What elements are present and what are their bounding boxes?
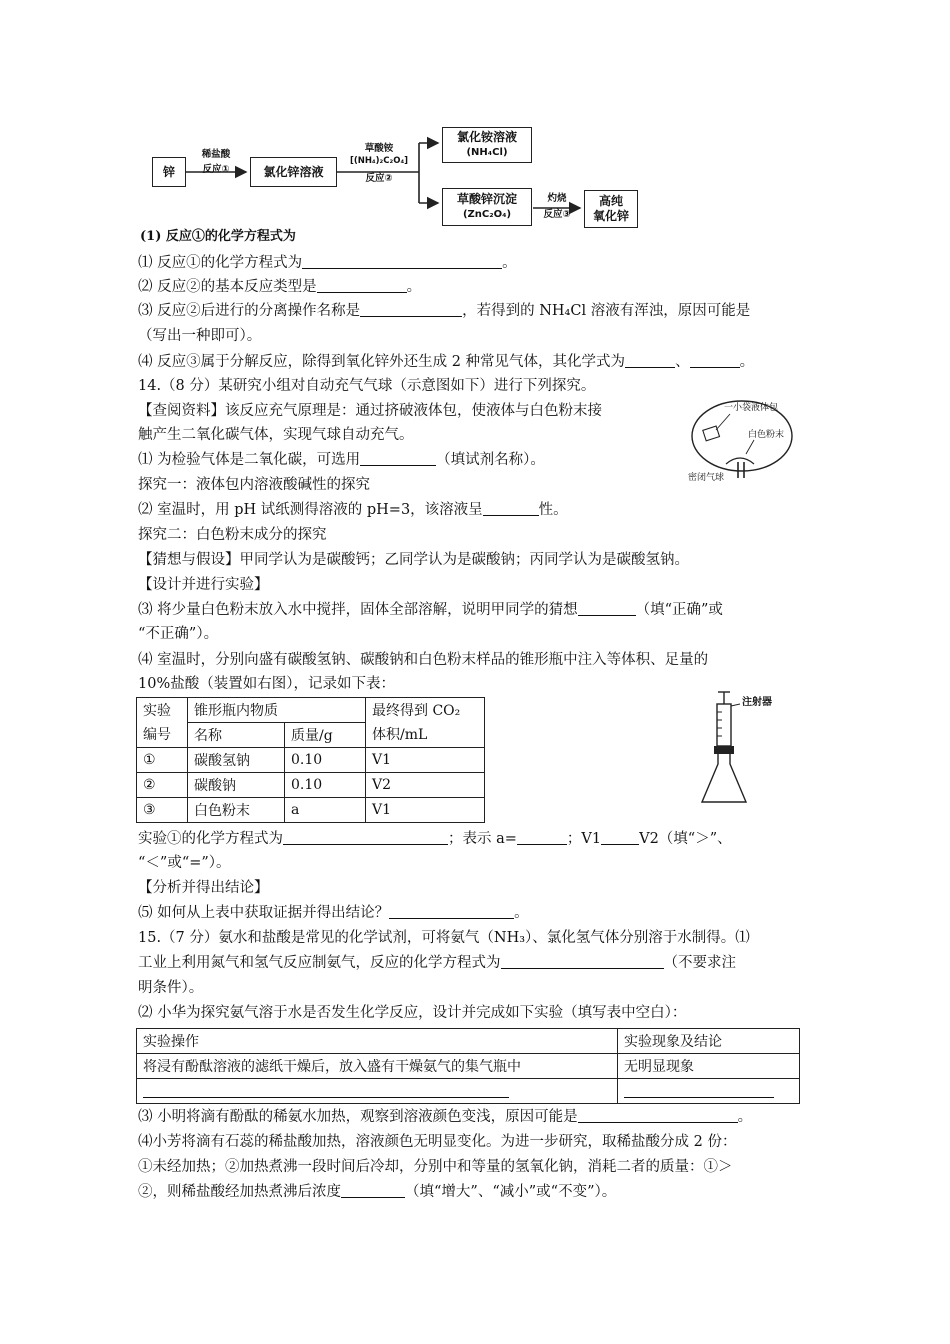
q14-p1: ⑴ 为检验气体是二氧化碳，可选用 （填试剂名称）。 [138, 452, 545, 468]
q13-line4: ⑷ 反应③属于分解反应，除得到氧化锌外还生成 2 种常见气体，其化学式为 、 。 [138, 354, 755, 370]
zno-box: 高纯 氧化锌 [584, 190, 638, 228]
q15-line5: ⑶ 小明将滴有酚酞的稀氨水加热，观察到溶液颜色变浅，原因可能是 。 [138, 1109, 753, 1125]
q14-title: 14.（8 分）某研究小组对自动充气气球（示意图如下）进行下列探究。 [138, 378, 596, 394]
nh4cl-box: 氯化铵溶液 (NH₄Cl) [442, 127, 532, 163]
answer-blank[interactable] [517, 829, 567, 845]
q14-explore1: 探究一：液体包内溶液酸碱性的探究 [138, 477, 370, 493]
q15-line7: ①未经加热；②加热煮沸一段时间后冷却，分别中和等量的氢氧化钠，消耗二者的质量：①＞ [138, 1159, 733, 1175]
answer-cell[interactable] [137, 1079, 618, 1104]
q13-line1: ⑴ 反应①的化学方程式为 。 [138, 255, 517, 271]
answer-blank[interactable] [317, 277, 407, 293]
balloon-powder-label: 白色粉末 [748, 430, 785, 440]
q15-line2: 工业上利用氮气和氢气反应制氨气，反应的化学方程式为 （不要求注 [138, 955, 736, 971]
q13-line3: ⑶ 反应②后进行的分离操作名称是 ，若得到的 NH₄Cl 溶液有浑浊，原因可能是 [138, 303, 751, 319]
table-row [137, 1079, 800, 1104]
header-volume: 最终得到 CO₂ 体积/mL [366, 698, 485, 748]
answer-blank[interactable] [578, 1107, 738, 1123]
q14-equation-b: “＜”或“=”）。 [138, 855, 231, 871]
answer-blank[interactable] [501, 953, 664, 969]
header-substance: 锥形瓶内物质 [188, 698, 366, 723]
q15-line4: ⑵ 小华为探究氨气溶于水是否发生化学反应，设计并完成如下实验（填写表中空白）： [138, 1005, 687, 1021]
zinc-label: 锌 [162, 164, 175, 179]
q14-analysis: 【分析并得出结论】 [138, 880, 269, 896]
answer-blank[interactable] [578, 600, 636, 616]
syringe-label: 注射器 [742, 697, 772, 708]
q14-equation: 实验①的化学方程式为 ；表示 a= ；V1 V2（填“＞”、 [138, 831, 732, 847]
answer-blank[interactable] [302, 253, 502, 269]
q14-p4b: 10%盐酸（装置如右图），记录如下表： [138, 676, 395, 692]
q14-info2: 触产生二氧化碳气体，实现气球自动充气。 [138, 427, 414, 443]
zncl2-label: 氯化锌溶液 [263, 164, 324, 179]
header-exp: 实验 编号 [137, 698, 188, 748]
zinc-box [152, 157, 186, 187]
q14-p4: ⑷ 室温时，分别向盛有碳酸氢钠、碳酸钠和白色粉末样品的锥形瓶中注入等体积、足量的 [138, 652, 709, 668]
answer-blank[interactable] [483, 500, 539, 516]
q13-line2: ⑵ 反应②的基本反应类型是 。 [138, 279, 422, 295]
acid-label: 稀盐酸 反应① [201, 149, 231, 175]
q15-line3: 明条件）。 [138, 980, 204, 996]
answer-blank[interactable] [360, 301, 462, 317]
table-row [137, 698, 485, 723]
answer-blank[interactable] [624, 1082, 774, 1098]
answer-blank[interactable] [360, 450, 436, 466]
table-row: ③ 白色粉末 a V1 [137, 798, 485, 823]
answer-blank[interactable] [341, 1182, 405, 1198]
q14-p3c: “不正确”）。 [138, 626, 219, 642]
header-name: 名称 [188, 723, 285, 748]
znc2o4-box: 草酸锌沉淀 (ZnC₂O₄) [442, 188, 532, 226]
table-row: ① 碳酸氢钠 0.10 V1 [137, 748, 485, 773]
answer-blank[interactable] [283, 829, 448, 845]
table-row [137, 1029, 800, 1054]
q14-info1: 【查阅资料】该反应充气原理是：通过挤破液体包，使液体与白色粉末接 [138, 403, 602, 419]
co2-table [136, 697, 485, 823]
burn-label: 灼烧 反应③ [543, 193, 571, 220]
zncl2-box [250, 157, 337, 187]
answer-blank[interactable] [690, 352, 740, 368]
answer-blank[interactable] [625, 352, 675, 368]
q14-explore2: 探究二：白色粉末成分的探究 [138, 527, 327, 543]
q14-design: 【设计并进行实验】 [138, 577, 269, 593]
header-operation: 实验操作 [137, 1029, 618, 1054]
q15-line1: 15.（7 分）氨水和盐酸是常见的化学试剂，可将氨气（NH₃）、氯化氢气体分别溶于水制得。⑴ [138, 930, 750, 946]
answer-blank[interactable] [143, 1082, 509, 1098]
header-result: 实验现象及结论 [618, 1029, 800, 1054]
q14-p2: ⑵ 室温时，用 pH 试纸测得溶液的 pH=3，该溶液呈 性。 [138, 502, 568, 518]
answer-blank[interactable] [601, 829, 639, 845]
q15-line6: ⑷小芳将滴有石蕊的稀盐酸加热，溶液颜色无明显变化。为进一步研究，取稀盐酸分成 2 份： [138, 1134, 737, 1150]
header-mass: 质量/g [285, 723, 366, 748]
balloon-sealed-label: 密闭气球 [688, 473, 725, 483]
q14-p5: ⑸ 如何从上表中获取证据并得出结论？ 。 [138, 905, 529, 921]
q14-guess: 【猜想与假设】甲同学认为是碳酸钙；乙同学认为是碳酸钠；丙同学认为是碳酸氢钠。 [138, 552, 689, 568]
balloon-bag-label: 一小袋液体包 [724, 403, 779, 413]
q14-p3: ⑶ 将少量白色粉末放入水中搅拌，固体全部溶解，说明甲同学的猜想 （填“正确”或 [138, 602, 723, 618]
oxalate-label: 草酸铵 [(NH₄)₂C₂O₄] 反应② [349, 143, 409, 184]
cut-off-text: (1) 反应①的化学方程式为 [140, 229, 296, 244]
ammonia-table [136, 1028, 800, 1104]
syringe-flask-figure [694, 690, 814, 812]
q13-line3b: （写出一种即可）。 [138, 328, 262, 344]
balloon-figure [684, 392, 794, 484]
table-row: 将浸有酚酞溶液的滤纸干燥后，放入盛有干燥氨气的集气瓶中 无明显现象 [137, 1054, 800, 1079]
answer-blank[interactable] [389, 903, 514, 919]
q15-line8: ②，则稀盐酸经加热煮沸后浓度 （填“增大”、“减小”或“不变”）。 [138, 1184, 617, 1200]
answer-cell[interactable] [618, 1079, 800, 1104]
table-row: ② 碳酸钠 0.10 V2 [137, 773, 485, 798]
